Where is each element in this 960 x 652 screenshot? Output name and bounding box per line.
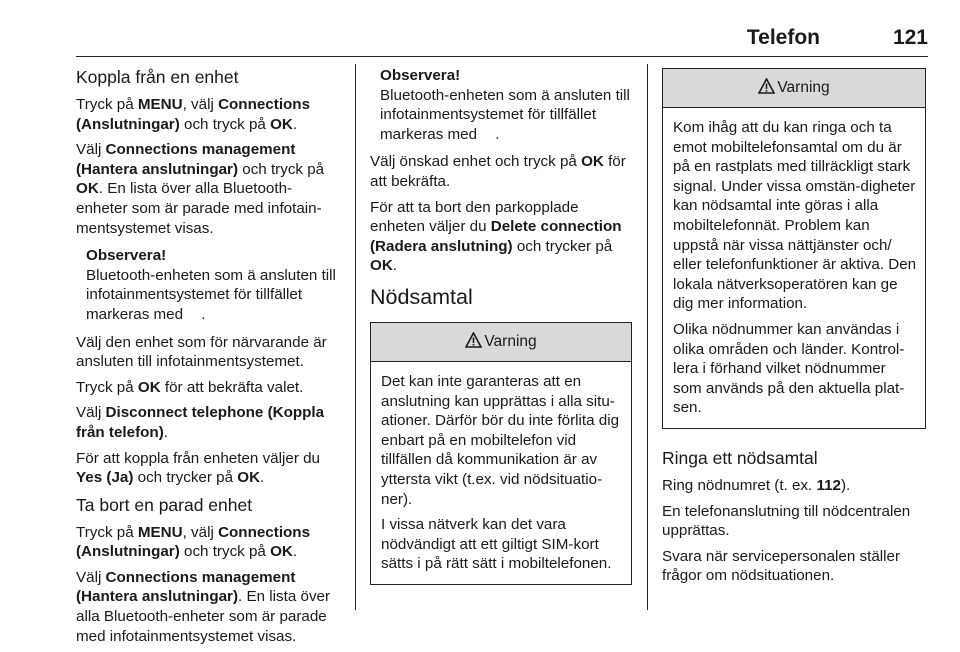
warning-body — [663, 108, 925, 428]
paragraph: Svara när servicepersonalen ställer frågor om nödsituationen. — [662, 547, 901, 585]
paragraph: Ring nödnumret (t. ex. 112). — [662, 476, 851, 494]
paragraph: Tryck på MENU, välj Connections (Anslutningar) och tryck på OK. — [76, 523, 311, 561]
paragraph: För att koppla från enheten väljer du Yes (Ja) och trycker på OK. — [76, 449, 320, 487]
page-number: 121 — [892, 26, 928, 49]
warning-text: Kom ihåg att du kan ringa och ta emot mobiltelefonsamtal om du är på en rastplats med tillräckligt stark signal. Under vissa omstän-digheter kan nödsamtal inte göras i alla mobiltelefonnät. Problem kan uppstå när vissa nättjänster och/ eller telefonfunktioner är aktiva. Den lokala nätverksoperatören kan ge dig mer information. — [673, 119, 917, 313]
warning-header — [663, 69, 925, 108]
paragraph: Välj Connections management (Hantera anslutningar). En lista över alla Bluetooth-enheter som är parade med infotainmentsystemet visas. — [76, 568, 331, 645]
note-text: Bluetooth-enheten som ä ansluten till infotainmentsystemet för tillfället markeras med . — [86, 266, 336, 323]
warning-text: Det kan inte garanteras att en anslutning kan upprättas i alla situ-ationer. Därför bör du inte förlita dig enbart på en mobiltelefon vid tillfällen då kommunikation är av yttersta vikt (t.ex. vid nödsituatio-ner). — [381, 372, 620, 508]
header-divider — [76, 56, 928, 57]
column-3 — [662, 62, 926, 592]
paragraph: Välj Connections management (Hantera anslutningar) och tryck på OK. En lista över alla Bluetooth-enheter som är parade med infotain-mentsystemet visas. — [76, 141, 325, 237]
note-title: Observera! — [380, 67, 461, 84]
note-text: Bluetooth-enheten som ä ansluten till infotainmentsystemet för tillfället markeras med . — [380, 86, 630, 143]
warning-text: I vissa nätverk kan det vara nödvändigt att ett giltigt SIM-kort sätts i på rätt sätt i mobiltelefonen. — [381, 516, 612, 573]
paragraph: Välj Disconnect telephone (Koppla från telefon). — [76, 404, 325, 441]
warning-triangle-icon — [465, 332, 482, 348]
column-1 — [76, 62, 342, 652]
heading-remove-paired-device: Ta bort en parad enhet — [76, 494, 253, 515]
heading-disconnect-device: Koppla från en enhet — [76, 67, 239, 87]
paragraph: Välj den enhet som för närvarande är ansluten till infotainmentsystemet. — [76, 333, 327, 371]
warning-header — [371, 323, 631, 362]
column-divider-1 — [355, 64, 356, 610]
heading-emergency-call: Nödsamtal — [370, 284, 473, 309]
page-header — [0, 26, 928, 52]
paragraph: Tryck på OK för att bekräfta valet. — [76, 378, 304, 396]
column-divider-2 — [647, 64, 648, 610]
note-box — [76, 246, 342, 324]
paragraph: En telefonanslutning till nödcentralen upprättas. — [662, 502, 911, 540]
paragraph: Tryck på MENU, välj Connections (Anslutningar) och tryck på OK. — [76, 96, 311, 133]
warning-triangle-icon — [758, 78, 775, 94]
heading-make-emergency-call: Ringa ett nödsamtal — [662, 447, 818, 468]
paragraph: För att ta bort den parkopplade enheten väljer du Delete connection (Radera anslutning) och trycker på OK. — [370, 198, 622, 275]
paragraph: Välj önskad enhet och tryck på OK för att bekräfta. — [370, 153, 626, 190]
warning-box — [662, 68, 926, 429]
warning-label: Varning — [484, 332, 537, 350]
warning-text: Olika nödnummer kan användas i olika områden och länder. Kontrol-lera i förhand vilket nödnummer som används på den aktuella plat-sen. — [673, 320, 905, 417]
column-2 — [370, 62, 632, 593]
note-box — [370, 66, 632, 144]
page-title: Telefon — [746, 26, 820, 49]
warning-body — [371, 362, 631, 584]
warning-box — [370, 322, 632, 585]
note-title: Observera! — [86, 247, 167, 265]
warning-label: Varning — [777, 79, 830, 96]
